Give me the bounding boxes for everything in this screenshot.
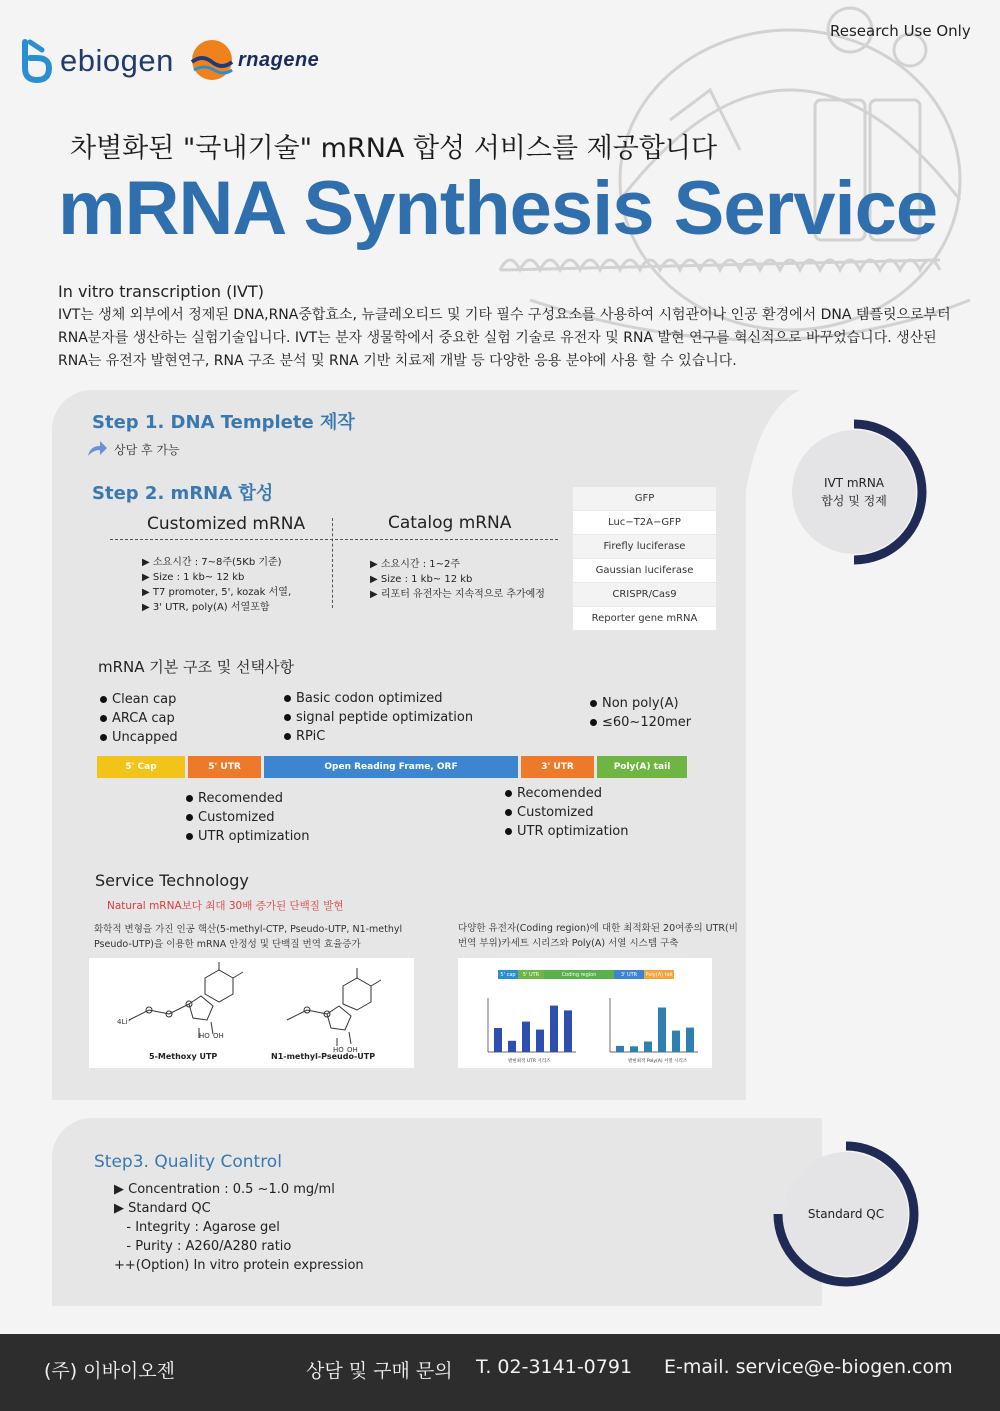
qc-item: - Integrity : Agarose gel bbox=[114, 1220, 280, 1235]
cap-option: Clean cap bbox=[100, 690, 178, 709]
headline-korean: 차별화된 "국내기술" mRNA 합성 서비스를 제공합니다 bbox=[70, 133, 718, 164]
polya-option: ≤60~120mer bbox=[590, 713, 691, 732]
qc-item: ▶ Concentration : 0.5 ~1.0 mg/ml bbox=[114, 1182, 335, 1197]
svg-text:HO: HO bbox=[199, 1032, 210, 1040]
catalog-mrna-details bbox=[370, 557, 545, 602]
codon-option: RPiC bbox=[284, 727, 473, 746]
construct-3utr: 3' UTR bbox=[614, 970, 644, 979]
catalog-list-item: Luc−T2A−GFP bbox=[573, 511, 716, 535]
svg-text:OH: OH bbox=[347, 1046, 358, 1054]
construct-5cap: 5' cap bbox=[498, 970, 518, 979]
chart-bar bbox=[536, 1030, 544, 1052]
step1-note bbox=[86, 440, 180, 458]
cap-option: ARCA cap bbox=[100, 709, 178, 728]
qc-item: ▶ Standard QC bbox=[114, 1201, 211, 1216]
chart-bar bbox=[616, 1046, 624, 1052]
chart-bar bbox=[522, 1022, 530, 1052]
segment-polya: Poly(A) tail bbox=[597, 756, 687, 778]
customized-detail-item: ▶ Size : 1 kb~ 12 kb bbox=[142, 572, 245, 583]
catalog-list-item: CRISPR/Cas9 bbox=[573, 583, 716, 607]
customized-detail-item: ▶ T7 promoter, 5', kozak 서열, bbox=[142, 587, 292, 598]
segment-5utr: 5' UTR bbox=[188, 756, 261, 778]
catalog-detail-item: ▶ 소요시간 : 1~2주 bbox=[370, 559, 460, 570]
molecule-label-n1-methyl-pseudo-utp: N1-methyl-Pseudo-UTP bbox=[271, 1052, 376, 1061]
customized-mrna-details bbox=[142, 555, 291, 615]
chart-bar bbox=[508, 1041, 516, 1052]
rnagene-logo[interactable] bbox=[190, 38, 319, 82]
customized-mrna-title: Customized mRNA bbox=[147, 514, 306, 534]
chart-bar bbox=[658, 1007, 666, 1052]
svg-text:OH: OH bbox=[213, 1032, 224, 1040]
construct-5utr: 5' UTR bbox=[518, 970, 544, 979]
catalog-list-item: GFP bbox=[573, 487, 716, 511]
utr3-option: UTR optimization bbox=[505, 822, 629, 841]
utr3-options bbox=[505, 784, 629, 841]
ebiogen-logo-icon bbox=[20, 38, 54, 84]
ebiogen-logo-text: ebiogen bbox=[60, 43, 174, 78]
catalog-detail-item: ▶ Size : 1 kb~ 12 kb bbox=[370, 574, 473, 585]
ivt-mrna-circle bbox=[778, 416, 930, 568]
standard-qc-circle bbox=[770, 1138, 922, 1290]
catalog-list-item: Gaussian luciferase bbox=[573, 559, 716, 583]
chart-bar bbox=[564, 1010, 572, 1052]
service-technology-title: Service Technology bbox=[95, 871, 249, 890]
chart-bar bbox=[686, 1028, 694, 1052]
cap-option: Uncapped bbox=[100, 728, 178, 747]
ivt-circle-line1: IVT mRNA bbox=[823, 476, 885, 490]
svg-text:HO: HO bbox=[333, 1046, 344, 1054]
utr3-option: Customized bbox=[505, 803, 629, 822]
divider-vertical bbox=[332, 518, 333, 608]
footer-email[interactable]: E-mail. service@e-biogen.com bbox=[664, 1356, 953, 1378]
footer-inquiry-label: 상담 및 구매 문의 bbox=[306, 1360, 453, 1382]
molecule-label-5-methoxy-utp: 5-Methoxy UTP bbox=[149, 1052, 218, 1061]
modified-nucleotide-description: 화학적 변형을 가진 인공 핵산(5-methyl-CTP, Pseudo-UTP, N1-methyl Pseudo-UTP)을 이용한 mRNA 안정성 및 단백질 번역 효율증가 bbox=[94, 924, 403, 950]
divider-horizontal bbox=[110, 539, 558, 540]
arrow-icon bbox=[86, 440, 108, 458]
customized-detail-item: ▶ 3' UTR, poly(A) 서열포함 bbox=[142, 602, 270, 613]
utr5-options bbox=[186, 789, 310, 846]
catalog-list-item: Firefly luciferase bbox=[573, 535, 716, 559]
footer bbox=[0, 1334, 1000, 1411]
utr5-option: Recomended bbox=[186, 789, 310, 808]
footer-phone[interactable]: T. 02-3141-0791 bbox=[476, 1356, 633, 1378]
ivt-circle-label bbox=[778, 416, 930, 568]
segment-5cap: 5' Cap bbox=[97, 756, 185, 778]
catalog-detail-item: ▶ 리포터 유전자는 지속적으로 추가예정 bbox=[370, 589, 545, 600]
qc-circle-label: Standard QC bbox=[807, 1207, 885, 1221]
chart-bar bbox=[630, 1046, 638, 1052]
step2-title: Step 2. mRNA 합성 bbox=[92, 483, 274, 504]
utr-expression-figure bbox=[458, 958, 712, 1068]
svg-text:4Li⁺: 4Li⁺ bbox=[117, 1018, 131, 1026]
chart-right-xlabel: 발현최적 Poly(A) 서열 시리즈 bbox=[628, 1059, 688, 1064]
codon-option: signal peptide optimization bbox=[284, 708, 473, 727]
modified-nucleotide-figure bbox=[89, 958, 414, 1068]
rnagene-logo-icon bbox=[190, 38, 234, 82]
construct-coding: Coding region bbox=[544, 970, 614, 979]
catalog-mrna-title: Catalog mRNA bbox=[388, 513, 512, 533]
chart-left-xlabel: 발현최적 UTR 시리즈 bbox=[508, 1059, 551, 1064]
headline-title: mRNA Synthesis Service bbox=[58, 166, 938, 251]
chart-bar bbox=[550, 1006, 558, 1052]
qc-item: - Purity : A260/A280 ratio bbox=[114, 1239, 292, 1254]
chart-bar bbox=[644, 1042, 652, 1052]
catalog-list-item: Reporter gene mRNA bbox=[573, 607, 716, 631]
utr-cassette-description: 다양한 유전자(Coding region)에 대한 최적화된 20여종의 UTR(비번역 부위)카세트 시리즈와 Poly(A) 서열 시스템 구축 bbox=[458, 923, 738, 949]
step1-note-text: 상담 후 가능 bbox=[114, 442, 180, 457]
catalog-mrna-list bbox=[573, 487, 716, 631]
cap-options bbox=[100, 690, 178, 747]
ivt-circle-line2: 합성 및 정제 bbox=[821, 494, 887, 508]
chart-bar bbox=[672, 1031, 680, 1052]
segment-orf: Open Reading Frame, ORF bbox=[264, 756, 518, 778]
service-technology-subtitle: Natural mRNA보다 최대 30배 증가된 단백질 발현 bbox=[107, 900, 344, 912]
quality-control-list bbox=[114, 1180, 364, 1275]
codon-option: Basic codon optimized bbox=[284, 689, 473, 708]
ivt-description: IVT는 생체 외부에서 정제된 DNA,RNA중합효소, 뉴클레오티드 및 기타 필수 구성요소를 사용하여 시험관이나 인공 환경에서 DNA 템플릿으로부터 RNA분자를 생산하는 실험기술입니다. IVT는 분자 생물학에서 중요한 실험 기술로 유전자 및 RNA 발현 연구를 혁신적으로 바꾸었습니다. 생산된 RNA는 유전자 발현연구, RNA 구조 분석 및 RNA 기반 치료제 개발 등 다양한 응용 분야에 사용 할 수 있습니다. bbox=[58, 307, 951, 369]
research-use-only-label: Research Use Only bbox=[830, 22, 971, 40]
step1-title: Step 1. DNA Templete 제작 bbox=[92, 412, 355, 433]
utr-expression-charts bbox=[458, 958, 712, 1068]
polya-option: Non poly(A) bbox=[590, 694, 691, 713]
utr3-option: Recomended bbox=[505, 784, 629, 803]
utr5-option: Customized bbox=[186, 808, 310, 827]
rnagene-logo-text: rnagene bbox=[238, 48, 320, 71]
construct-polya: Poly(A) tail bbox=[645, 971, 673, 978]
utr5-option: UTR optimization bbox=[186, 827, 310, 846]
segment-3utr: 3' UTR bbox=[521, 756, 594, 778]
ebiogen-logo[interactable] bbox=[20, 38, 174, 84]
polya-options bbox=[590, 694, 691, 732]
ivt-title: In vitro transcription (IVT) bbox=[58, 282, 264, 301]
codon-options bbox=[284, 689, 473, 746]
customized-detail-item: ▶ 소요시간 : 7~8주(5Kb 기준) bbox=[142, 557, 282, 568]
mrna-structure-bar bbox=[97, 756, 687, 778]
chart-bar bbox=[494, 1028, 502, 1052]
qc-item: ++(Option) In vitro protein expression bbox=[114, 1258, 364, 1273]
footer-company: (주) 이바이오젠 bbox=[44, 1360, 175, 1382]
mrna-structure-title: mRNA 기본 구조 및 선택사항 bbox=[98, 658, 294, 676]
step3-title: Step3. Quality Control bbox=[94, 1152, 282, 1172]
